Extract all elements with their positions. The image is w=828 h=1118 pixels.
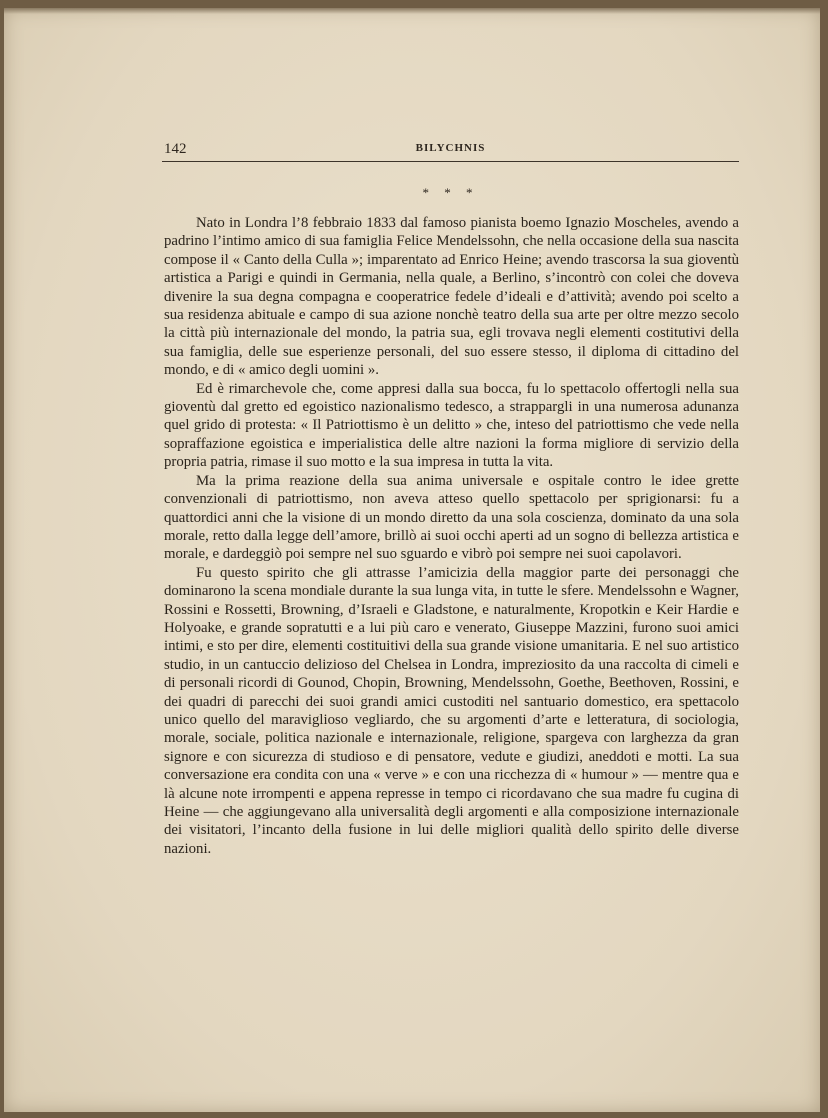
paragraph-1: Nato in Londra l’8 febbraio 1833 dal famoso pianista boemo Ignazio Moscheles, avendo a padrino l’intimo amico di sua famiglia Felice Mendelssohn, che nella occasione della sua nascita compose il « Canto della Culla »; imparentato ad Enrico Heine; avendo trascorsa la sua gioventù artistica a Parigi e quindi in Germania, nella quale, a Berlino, s’incontrò con colei che doveva divenire la sua degna compagna e cooperatrice fedele d’ideali e d’attività; avendo poi scelto a sua residenza abituale e campo di sua azione nonchè teatro della sua arte per oltre mezzo secolo la città più internazionale del mondo, la patria sua, egli trovava negli elementi costitutivi della sua famiglia, delle sue esperienze personali, del suo essere stesso, il diploma di cittadino del mondo, e di « amico degli uomini ». [164, 215, 739, 379]
running-title: BILYCHNIS [415, 142, 486, 154]
paragraph-4: Fu questo spirito che gli attrasse l’amicizia della maggior parte dei personaggi che dominarono la scena mondiale durante la sua lunga vita, in tutte le sfere. Mendelssohn e Wagner, Rossini e Rossetti, Browning, d’Israeli e Gladstone, e naturalmente, Kropotkin e Keir Hardie e Holyoake, e grande sopratutti e a lui più caro e venerato, Giuseppe Mazzini, furono suoi amici intimi, e sto per dire, elementi costituitivi della sua grande visione umanitaria. E nel suo artistico studio, in un cantuccio delizioso del Chelsea in Londra, impreziosito da una raccolta di cimeli e di personali ricordi di Gounod, Chopin, Browning, Mendelssohn, Goethe, Beethoven, Rossini, e dei quadri di parecchi dei suoi grandi amici custoditi nel santuario domestico, era spettacolo unico quello del maraviglioso vegliardo, che su argomenti d’arte e letteratura, di sociologia, morale, sociale, politica nazionale e internazionale, religione, spargeva con larghezza da gran signore e con sicurezza di studioso e di pensatore, vedute e giudizi, aneddoti e motti. La sua conversazione era condita con una « verve » e con una ricchezza di « humour » — mentre qua e là alcune note irrompenti e appena represse in tempo ci ricordavano che sua madre fu cugina di Heine — che aggiungevano alla universalità degli argomenti e alla composizione internazionale dei visitatori, l’incanto della fusione in lui delle migliori qualità dello spirito delle diverse nazioni. [164, 564, 739, 857]
page-number: 142 [164, 141, 187, 157]
page-header [162, 141, 739, 162]
paragraph-2: Ed è rimarchevole che, come appresi dalla sua bocca, fu lo spettacolo offertogli nella sua gioventù dal gretto ed egoistico nazionalismo tedesco, a strappargli in una numerosa adunanza quel grido di protesta: « Il Patriottismo è un delitto » che, inteso del patriottismo che vede nella sopraffazione egoistica e imperialistica delle altre nazioni la forma migliore di servizio della propria patria, rimase il suo motto e la sua impresa in tutta la vita. [164, 380, 739, 471]
book-page [4, 8, 820, 1112]
page-top-edge [4, 8, 820, 14]
body-text [164, 214, 739, 858]
section-ornament: * * * [422, 185, 479, 200]
paragraph-3: Ma la prima reazione della sua anima universale e ospitale contro le idee grette convenzionali di patriottismo, non aveva atteso quello spettacolo per sprigionarsi: fu a quattordici anni che la visione di un mondo diretto da una sola coscienza, dominato da una sola morale, retto dalla legge dell’amore, brillò ai suoi occhi aperti ad un sogno di bellezza artistica e morale, e dardeggiò poi sempre nel suo sguardo e vibrò poi sempre nei suoi capolavori. [164, 472, 739, 563]
